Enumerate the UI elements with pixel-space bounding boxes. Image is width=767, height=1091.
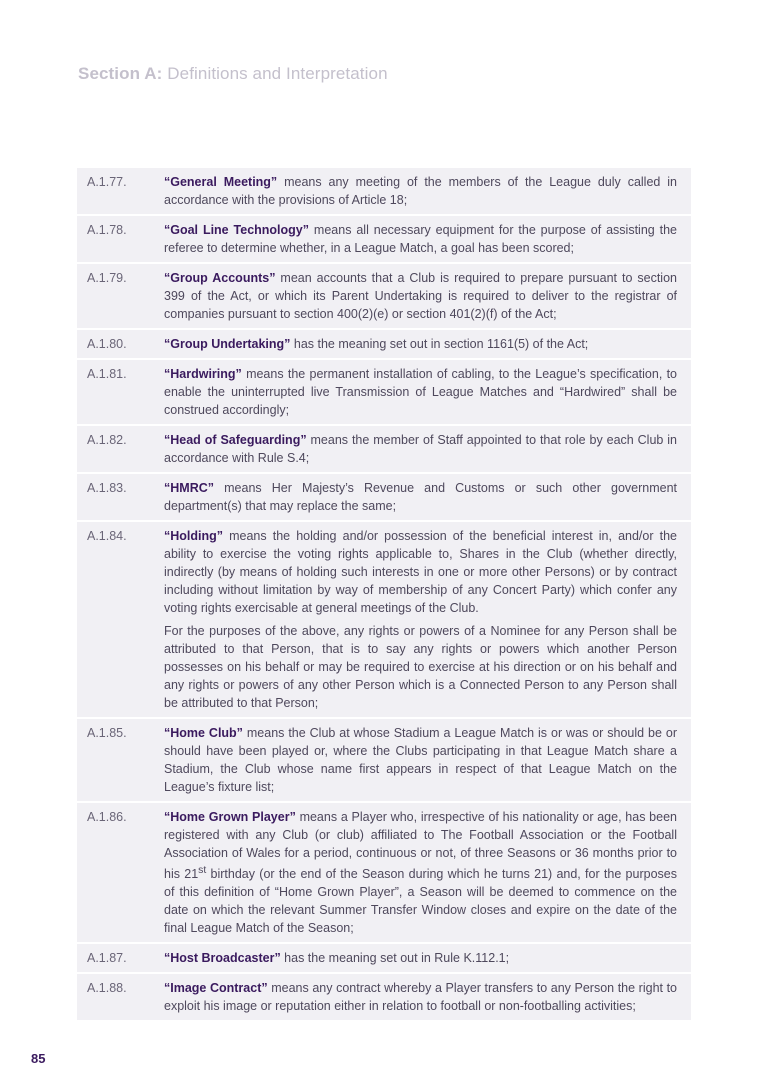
definition-term: “Home Club” xyxy=(164,726,243,740)
definitions-table xyxy=(77,168,691,1022)
definition-text: means the permanent installation of cabling, to the League’s specification, to enable the uninterrupted live Transmission of League Matches and “Hardwired” shall be construed accordingly; xyxy=(164,367,677,417)
definition-body xyxy=(164,479,677,515)
definition-body xyxy=(164,335,677,353)
ordinal-suffix: st xyxy=(198,865,207,876)
definition-body xyxy=(164,808,677,937)
section-header xyxy=(78,64,388,84)
definition-term: “Goal Line Technology” xyxy=(164,223,310,237)
definition-body xyxy=(164,527,677,712)
definition-number: A.1.79. xyxy=(87,271,127,285)
definition-body xyxy=(164,431,677,467)
definition-number: A.1.80. xyxy=(87,337,127,351)
definition-text: means the member of Staff appointed to that role by each Club in accordance with Rule S.4; xyxy=(164,433,677,465)
definition-row xyxy=(77,360,691,426)
definition-number: A.1.78. xyxy=(87,223,127,237)
definition-number: A.1.87. xyxy=(87,951,127,966)
definition-text: means the holding and/or possession of the beneficial interest in, and/or the ability to exercise the voting rights applicable to, Shares in the Club (whether directly, indirectly (by means of holding such interests in one or more other Persons) or by contract including without limitation by way of membership of any Concert Party) which confer any voting rights exercisable at general meetings of the Club. xyxy=(164,529,677,615)
definition-text: has the meaning set out in Rule K.112.1; xyxy=(280,951,510,966)
definition-term: “Head of Safeguarding” xyxy=(164,433,307,447)
definition-number: A.1.85. xyxy=(87,726,127,740)
definition-term: “Group Accounts” xyxy=(164,271,276,285)
definition-number: A.1.81. xyxy=(87,367,127,381)
definition-text: means a Player who, irrespective of his nationality or age, has been registered with any Club (or club) affiliated to The Football Association or the Football Association of Wales for a period, continuous or not, of three Seasons or 36 months prior to his 21 xyxy=(164,810,677,882)
definition-body xyxy=(164,724,677,796)
definition-body xyxy=(164,949,677,967)
definition-term: “Holding” xyxy=(164,529,224,543)
definition-body xyxy=(164,365,677,419)
definition-term: “Group Undertaking” xyxy=(164,337,291,351)
definition-row xyxy=(77,264,691,330)
definition-row xyxy=(77,974,691,1022)
definition-text: means any meeting of the members of the League duly called in accordance with the provisions of Article 18; xyxy=(164,175,677,207)
definition-number: A.1.77. xyxy=(87,175,127,189)
definition-number: A.1.84. xyxy=(87,529,127,543)
definition-text-continued: birthday (or the end of the Season during which he turns 21) and, for the purposes of this definition of “Home Grown Player”, a Season will be deemed to commence on the date on which the relevant Summer Transfer Window closes and expire on the date of the final League Match of the Season; xyxy=(164,867,677,936)
definition-row xyxy=(77,474,691,522)
definition-number: A.1.88. xyxy=(87,981,127,996)
definition-extra-paragraph: For the purposes of the above, any rights or powers of a Nominee for any Person shall be attributed to that Person, that is to say any rights or powers which another Person possesses on his behalf or may be required to exercise at his direction or on his behalf and any rights or powers of any other Person which is a Connected Person to any Person shall be attributed to that Person; xyxy=(164,624,677,710)
definition-row xyxy=(77,216,691,264)
definition-row xyxy=(77,522,691,719)
definition-row xyxy=(77,719,691,803)
definition-number: A.1.82. xyxy=(87,433,127,447)
definition-text: mean accounts that a Club is required to prepare pursuant to section 399 of the Act, or which its Parent Undertaking is required to deliver to the registrar of companies pursuant to section 400(2)(e) or section 401(2)(f) of the Act; xyxy=(164,271,677,321)
definition-row xyxy=(77,803,691,944)
definition-row xyxy=(77,426,691,474)
section-label: Section A: xyxy=(78,64,163,83)
page-number: 85 xyxy=(31,1051,46,1066)
definition-text: means all necessary equipment for the purpose of assisting the referee to determine whether, in a League Match, a goal has been scored; xyxy=(164,223,678,255)
definition-term: “Hardwiring” xyxy=(164,367,242,381)
definition-term: “Image Contract” xyxy=(164,981,268,996)
definition-term: “HMRC” xyxy=(164,481,214,495)
definition-term: “Host Broadcaster” xyxy=(164,951,281,966)
definition-number: A.1.86. xyxy=(87,810,127,824)
definition-row xyxy=(77,944,691,974)
definition-text: means any contract whereby a Player transfers to any Person the right to exploit his image or reputation either in relation to football or non-footballing activities; xyxy=(164,981,678,1014)
definition-row xyxy=(77,168,691,216)
definition-text: means the Club at whose Stadium a League Match is or was or should be or should have been played or, where the Clubs participating in that League Match share a Stadium, the Club whose name first appears in respect of that League Match on the League’s fixture list; xyxy=(164,726,677,794)
definition-number: A.1.83. xyxy=(87,481,127,495)
definition-row xyxy=(77,330,691,360)
section-title: Definitions and Interpretation xyxy=(167,64,388,83)
definition-term: “Home Grown Player” xyxy=(164,810,296,824)
definition-term: “General Meeting” xyxy=(164,175,278,189)
definition-body xyxy=(164,221,677,257)
definition-body xyxy=(164,269,677,323)
definition-body xyxy=(164,979,677,1015)
definition-body xyxy=(164,173,677,209)
definition-text: means Her Majesty’s Revenue and Customs or such other government department(s) that may replace the same; xyxy=(164,481,677,513)
definition-text: has the meaning set out in section 1161(5) of the Act; xyxy=(290,337,589,351)
